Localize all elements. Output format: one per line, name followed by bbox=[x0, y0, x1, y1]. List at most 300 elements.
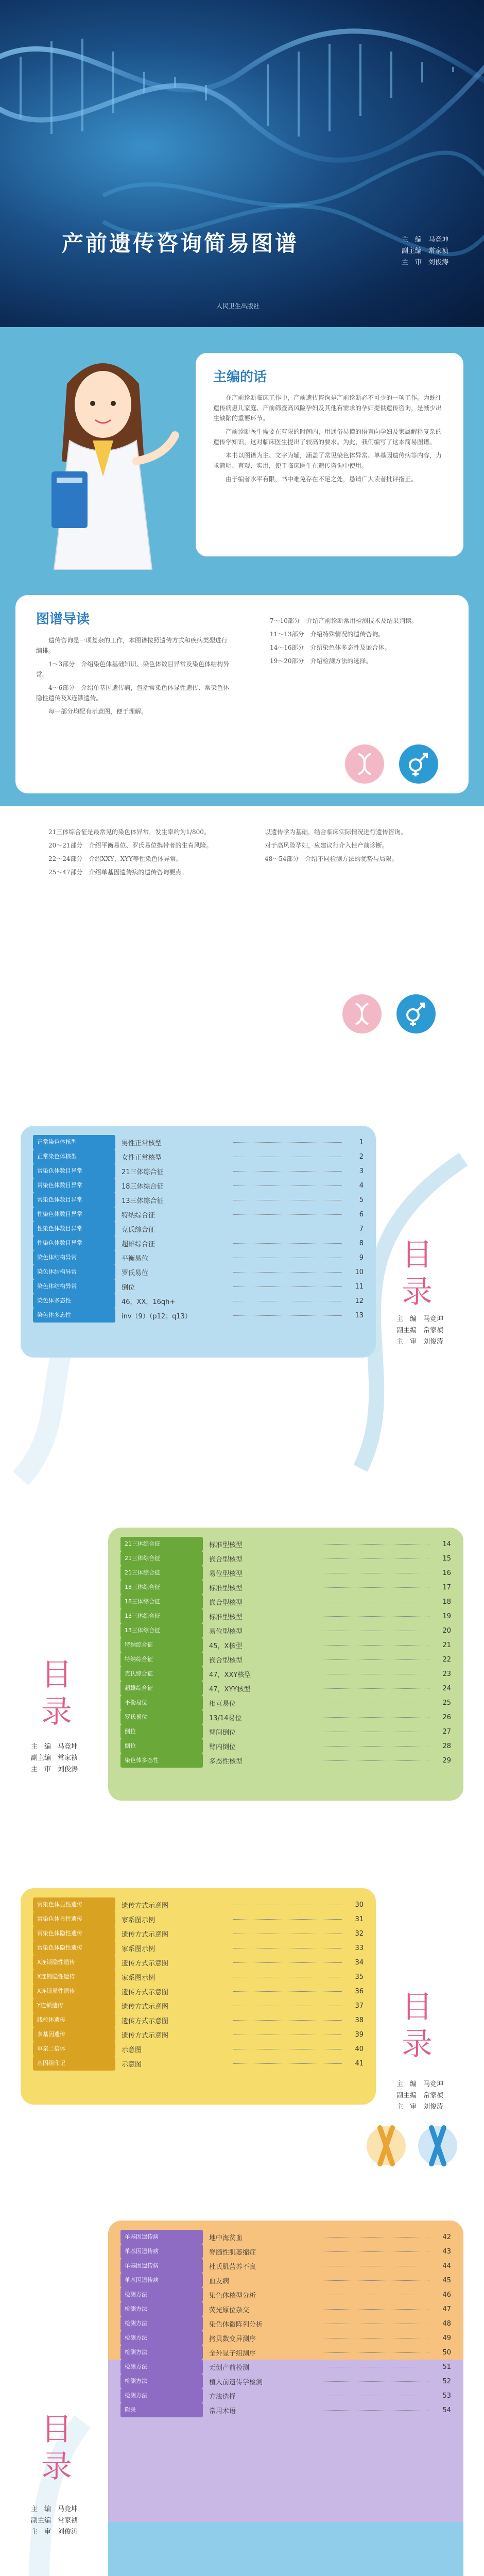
dna-helix-illustration bbox=[0, 0, 484, 327]
toc-leader-dots bbox=[321, 2381, 429, 2382]
cover-editor-line: 主 编 马竞坤 bbox=[402, 236, 449, 244]
toc-category-tag: 检测方法 bbox=[120, 2374, 203, 2388]
toc-category-tag: X连锁显性遗传 bbox=[33, 1984, 115, 1998]
toc-row[interactable] bbox=[33, 2056, 364, 2071]
guide-paragraph: 11～13部分 介绍特殊情况的遗传咨询。 bbox=[270, 631, 385, 638]
guide-title: 图谱导读 bbox=[36, 612, 90, 627]
toc-page-number: 23 bbox=[442, 1670, 451, 1678]
continued-right-column bbox=[252, 827, 448, 867]
toc-entry-title: 无创产前检测 bbox=[209, 2364, 250, 2372]
guide-paragraph: 14～16部分 介绍染色体多态性及嵌合体。 bbox=[270, 644, 391, 651]
toc-page-number: 43 bbox=[442, 2247, 451, 2256]
toc-rows bbox=[33, 1897, 364, 2071]
guide-card bbox=[15, 595, 469, 793]
cover-editors bbox=[402, 234, 448, 268]
toc-leader-dots bbox=[321, 1688, 429, 1689]
toc-row[interactable] bbox=[120, 2287, 451, 2302]
toc-row[interactable] bbox=[33, 1149, 364, 1164]
toc-page-number: 16 bbox=[442, 1569, 451, 1577]
toc-row[interactable] bbox=[120, 1638, 451, 1652]
toc-category-tag: 性染色体数目异常 bbox=[33, 1207, 115, 1222]
toc-leader-dots bbox=[233, 1214, 342, 1215]
toc-page-number: 46 bbox=[442, 2291, 451, 2299]
toc-category-tag: 正常染色体核型 bbox=[33, 1149, 115, 1164]
toc-entry-title: 嵌合型核型 bbox=[209, 1656, 243, 1665]
toc-category-tag: 21三体综合征 bbox=[120, 1537, 203, 1551]
toc-category-tag: 单基因遗传病 bbox=[120, 2273, 203, 2287]
toc-page-number: 1 bbox=[359, 1138, 364, 1146]
toc-row[interactable] bbox=[33, 1912, 364, 1926]
dna-badge-icon bbox=[345, 744, 384, 784]
toc-entry-title: 染色体微阵列分析 bbox=[209, 2320, 263, 2329]
toc-row[interactable] bbox=[33, 1135, 364, 1149]
toc-page-number: 21 bbox=[442, 1641, 451, 1649]
toc-entry-title: 地中海贫血 bbox=[209, 2234, 243, 2242]
toc-page-number: 7 bbox=[359, 1225, 364, 1233]
toc-roles bbox=[31, 1741, 78, 1775]
toc-category-tag: 常染色体隐性遗传 bbox=[33, 1926, 115, 1941]
toc-leader-dots bbox=[233, 1142, 342, 1143]
toc-row[interactable] bbox=[120, 1623, 451, 1638]
toc-block-3 bbox=[21, 1888, 376, 2105]
guide-section bbox=[0, 585, 484, 806]
toc-row[interactable] bbox=[120, 2273, 451, 2287]
toc-page-number: 39 bbox=[355, 2030, 364, 2039]
toc-category-tag: 21三体综合征 bbox=[120, 1551, 203, 1566]
toc-row[interactable] bbox=[33, 1207, 364, 1222]
dna-badge-icon bbox=[342, 994, 382, 1033]
toc-category-tag: 单基因遗传病 bbox=[120, 2230, 203, 2244]
toc-row[interactable] bbox=[33, 1897, 364, 1912]
toc-heading: 目录 bbox=[41, 2412, 72, 2485]
toc-category-tag: 超雄综合征 bbox=[120, 1681, 203, 1696]
toc-row[interactable] bbox=[120, 1595, 451, 1609]
toc-entry-title: 女性正常核型 bbox=[122, 1154, 162, 1162]
editor-words-title: 主编的话 bbox=[213, 369, 267, 385]
toc-entry-title: 47，XXY核型 bbox=[209, 1671, 251, 1679]
toc-rows bbox=[120, 1537, 451, 1768]
toc-row[interactable] bbox=[33, 1955, 364, 1970]
toc-entry-title: 45，X核型 bbox=[209, 1642, 243, 1650]
toc-entry-title: 倒位 bbox=[122, 1283, 135, 1292]
toc-role-line: 主 审 刘俊涛 bbox=[31, 1766, 78, 1773]
toc-entry-title: 遗传方式示意图 bbox=[122, 2003, 169, 2011]
continued-paragraph: 48～54部分 介绍不同检测方法的优势与局限。 bbox=[265, 855, 398, 862]
toc-entry-title: 示意图 bbox=[122, 2046, 142, 2054]
toc-page-number: 25 bbox=[442, 1699, 451, 1707]
guide-paragraph: 7～10部分 介绍产前诊断常用检测技术及结果判读。 bbox=[270, 617, 418, 624]
toc-entry-title: 家系图示例 bbox=[122, 1945, 155, 1953]
toc-entry-title: 嵌合型核型 bbox=[209, 1555, 243, 1564]
cover bbox=[0, 0, 484, 327]
toc-entry-title: 染色体核型分析 bbox=[209, 2292, 256, 2300]
editor-words-section bbox=[0, 327, 484, 585]
toc-row[interactable] bbox=[33, 1294, 364, 1308]
toc-page-number: 22 bbox=[442, 1655, 451, 1664]
toc-page-number: 2 bbox=[359, 1153, 364, 1161]
toc-entry-title: 易位型核型 bbox=[209, 1628, 243, 1636]
toc-page-number: 3 bbox=[359, 1167, 364, 1175]
toc-category-tag: 性染色体数目异常 bbox=[33, 1236, 115, 1250]
toc-page-number: 42 bbox=[442, 2233, 451, 2241]
toc-category-tag: 常染色体数目异常 bbox=[33, 1178, 115, 1193]
toc-category-tag: 常染色体显性遗传 bbox=[33, 1897, 115, 1912]
toc-row[interactable] bbox=[33, 1279, 364, 1294]
toc-page-number: 54 bbox=[442, 2406, 451, 2414]
toc-row[interactable] bbox=[120, 1566, 451, 1580]
gender-symbol-icon bbox=[396, 994, 436, 1033]
toc-page-number: 15 bbox=[442, 1554, 451, 1563]
toc-row[interactable] bbox=[33, 2027, 364, 2042]
toc-category-tag: 单基因遗传病 bbox=[120, 2259, 203, 2273]
chromosome-icon bbox=[366, 2112, 407, 2179]
toc-row[interactable] bbox=[33, 1941, 364, 1955]
toc-page-number: 20 bbox=[442, 1626, 451, 1635]
toc-page-number: 4 bbox=[359, 1181, 364, 1190]
toc-row[interactable] bbox=[120, 1667, 451, 1681]
toc-page-number: 12 bbox=[355, 1297, 364, 1305]
toc-entry-title: 13/14易位 bbox=[209, 1714, 242, 1722]
toc-page-number: 40 bbox=[355, 2045, 364, 2053]
editor-words-card bbox=[196, 353, 463, 556]
toc-entry-title: 全外显子组测序 bbox=[209, 2349, 256, 2358]
toc-entry-title: 罗氏易位 bbox=[122, 1269, 149, 1277]
toc-category-tag: 检测方法 bbox=[120, 2360, 203, 2374]
toc-leader-dots bbox=[233, 2020, 342, 2021]
toc-category-tag: 染色体结构异常 bbox=[33, 1250, 115, 1265]
toc-page-number: 51 bbox=[442, 2363, 451, 2371]
toc-entry-title: 标准型核型 bbox=[209, 1613, 243, 1621]
toc-leader-dots bbox=[321, 1587, 429, 1588]
toc-role-line: 副主编 常家祯 bbox=[31, 1754, 78, 1762]
toc-page-number: 44 bbox=[442, 2262, 451, 2270]
toc-entry-title: 47，XYY核型 bbox=[209, 1685, 251, 1693]
toc-block-4 bbox=[108, 2221, 463, 2576]
toc-row[interactable] bbox=[120, 1696, 451, 1710]
toc-leader-dots bbox=[321, 2251, 429, 2252]
toc-category-tag: 倒位 bbox=[120, 1724, 203, 1739]
continued-paragraph: 以遗传学为基础，结合临床实际情况进行遗传咨询。 bbox=[265, 828, 407, 836]
toc-page-number: 45 bbox=[442, 2276, 451, 2284]
toc-entry-title: 杜氏肌营养不良 bbox=[209, 2263, 256, 2271]
toc-entry-title: 血友病 bbox=[209, 2277, 230, 2285]
toc-row[interactable] bbox=[33, 1178, 364, 1193]
toc-page-number: 8 bbox=[359, 1239, 364, 1247]
cover-title: 产前遗传咨询简易图谱 bbox=[62, 231, 299, 256]
chromosome-icon bbox=[417, 2112, 458, 2179]
toc-roles bbox=[396, 1314, 443, 1348]
toc-row[interactable] bbox=[120, 1681, 451, 1696]
toc-entry-title: 家系图示例 bbox=[122, 1916, 155, 1924]
toc-leader-dots bbox=[321, 2352, 429, 2353]
toc-page-number: 52 bbox=[442, 2377, 451, 2385]
toc-leader-dots bbox=[233, 1272, 342, 1273]
continued-left-column bbox=[36, 827, 232, 880]
toc-row[interactable] bbox=[33, 1970, 364, 1984]
toc-role-line: 主 审 刘俊涛 bbox=[396, 1338, 444, 1346]
toc-entry-title: 13三体综合征 bbox=[122, 1197, 164, 1205]
toc-category-tag: 染色体多态性 bbox=[33, 1294, 115, 1308]
toc-page-number: 33 bbox=[355, 1944, 364, 1952]
toc-category-tag: 多基因遗传 bbox=[33, 2027, 115, 2042]
toc-entry-title: 遗传方式示意图 bbox=[122, 1988, 169, 1996]
toc-category-tag: 检测方法 bbox=[120, 2388, 203, 2403]
toc-entry-title: 易位型核型 bbox=[209, 1570, 243, 1578]
toc-leader-dots bbox=[321, 2280, 429, 2281]
toc-leader-dots bbox=[321, 1717, 429, 1718]
toc-entry-title: 荧光原位杂交 bbox=[209, 2306, 250, 2314]
toc-row[interactable] bbox=[120, 1710, 451, 1724]
toc-row[interactable] bbox=[33, 1926, 364, 1941]
toc-category-tag: 罗氏易位 bbox=[120, 1710, 203, 1724]
toc-heading: 目录 bbox=[402, 1237, 433, 1310]
toc-row[interactable] bbox=[120, 2374, 451, 2388]
toc-category-tag: 13三体综合征 bbox=[120, 1609, 203, 1623]
toc-row[interactable] bbox=[120, 1537, 451, 1551]
toc-leader-dots bbox=[321, 1558, 429, 1559]
toc-leader-dots bbox=[233, 1315, 342, 1316]
toc-category-tag: 特纳综合征 bbox=[120, 1652, 203, 1667]
toc-role-line: 主 审 刘俊涛 bbox=[396, 2103, 444, 2111]
gender-symbol-icon bbox=[399, 744, 438, 784]
continued-paragraph: 25～47部分 介绍单基因遗传病的遗传咨询要点。 bbox=[48, 869, 188, 876]
toc-row[interactable] bbox=[33, 1265, 364, 1279]
toc-row[interactable] bbox=[120, 2388, 451, 2403]
toc-row[interactable] bbox=[120, 2230, 451, 2244]
toc-category-tag: 性染色体数目异常 bbox=[33, 1222, 115, 1236]
toc-row[interactable] bbox=[33, 2042, 364, 2056]
toc-row[interactable] bbox=[33, 1164, 364, 1178]
toc-role-line: 主 编 马竞坤 bbox=[396, 1315, 444, 1323]
toc-page-number: 41 bbox=[355, 2059, 364, 2067]
toc-block-2 bbox=[108, 1528, 463, 1801]
toc-row[interactable] bbox=[120, 2345, 451, 2360]
toc-entry-title: 遗传方式示意图 bbox=[122, 1959, 169, 1968]
toc-page-number: 30 bbox=[355, 1901, 364, 1909]
toc-leader-dots bbox=[233, 2063, 342, 2064]
toc-page-number: 27 bbox=[442, 1727, 451, 1736]
toc-category-tag: 平衡易位 bbox=[120, 1696, 203, 1710]
toc-entry-title: 标准型核型 bbox=[209, 1541, 243, 1549]
toc-row[interactable] bbox=[120, 1753, 451, 1768]
toc-page-number: 9 bbox=[359, 1253, 364, 1262]
toc-page-number: 38 bbox=[355, 2016, 364, 2024]
toc-entry-title: 18三体综合征 bbox=[122, 1182, 164, 1191]
toc-row[interactable] bbox=[33, 1236, 364, 1250]
continued-paragraph: 20～21部分 介绍平衡易位、罗氏易位携带者的生育风险。 bbox=[48, 842, 213, 849]
toc-row[interactable] bbox=[33, 1193, 364, 1207]
toc-row[interactable] bbox=[33, 1998, 364, 2013]
toc-page-number: 34 bbox=[355, 1958, 364, 1967]
toc-block-1 bbox=[21, 1126, 376, 1358]
toc-row[interactable] bbox=[120, 2244, 451, 2259]
toc-category-tag: 正常染色体核型 bbox=[33, 1135, 115, 1149]
toc-page-number: 18 bbox=[442, 1598, 451, 1606]
toc-row[interactable] bbox=[33, 1250, 364, 1265]
cover-editor-line: 副主编 常家祯 bbox=[402, 247, 449, 255]
toc-leader-dots bbox=[233, 1185, 342, 1186]
toc-role-line: 主 编 马竞坤 bbox=[31, 2505, 78, 2513]
toc-category-tag: 单基因遗传病 bbox=[120, 2244, 203, 2259]
toc-leader-dots bbox=[321, 1645, 429, 1646]
toc-category-tag: 常染色体隐性遗传 bbox=[33, 1941, 115, 1955]
toc-page-number: 53 bbox=[442, 2392, 451, 2400]
toc-roles bbox=[396, 2079, 443, 2113]
toc-row[interactable] bbox=[120, 2316, 451, 2331]
toc-entry-title: 多态性核型 bbox=[209, 1757, 243, 1766]
toc-category-tag: X连锁隐性遗传 bbox=[33, 1970, 115, 1984]
toc-leader-dots bbox=[321, 1544, 429, 1545]
toc-page-number: 37 bbox=[355, 2002, 364, 2010]
toc-heading: 目录 bbox=[41, 1657, 72, 1730]
toc-row[interactable] bbox=[120, 1739, 451, 1753]
toc-category-tag: 克氏综合征 bbox=[120, 1667, 203, 1681]
toc-category-tag: 染色体多态性 bbox=[33, 1308, 115, 1323]
toc-row[interactable] bbox=[33, 2013, 364, 2027]
toc-entry-title: 家系图示例 bbox=[122, 1974, 155, 1982]
toc-leader-dots bbox=[321, 1659, 429, 1660]
toc-entry-title: 示意图 bbox=[122, 2060, 142, 2069]
toc-category-tag: 染色体结构异常 bbox=[33, 1279, 115, 1294]
toc-entry-title: 臂间倒位 bbox=[209, 1728, 236, 1737]
toc-category-tag: X连锁隐性遗传 bbox=[33, 1955, 115, 1970]
toc-entry-title: 遗传方式示意图 bbox=[122, 2017, 169, 2025]
guide-paragraph: 19～20部分 介绍检测方法的选择。 bbox=[270, 657, 372, 665]
toc-category-tag: 检测方法 bbox=[120, 2345, 203, 2360]
toc-category-tag: 检测方法 bbox=[120, 2287, 203, 2302]
toc-row[interactable] bbox=[120, 1652, 451, 1667]
toc-category-tag: 单亲二倍体 bbox=[33, 2042, 115, 2056]
toc-row[interactable] bbox=[120, 2360, 451, 2374]
toc-entry-title: 46，XX，16qh+ bbox=[122, 1298, 176, 1306]
toc-page-number: 24 bbox=[442, 1684, 451, 1692]
toc-leader-dots bbox=[233, 1919, 342, 1920]
toc-row[interactable] bbox=[33, 1984, 364, 1998]
toc-role-line: 主 审 刘俊涛 bbox=[31, 2528, 78, 2536]
toc-row[interactable] bbox=[120, 1580, 451, 1595]
toc-category-tag: 18三体综合征 bbox=[120, 1580, 203, 1595]
toc-row[interactable] bbox=[120, 2403, 451, 2417]
toc-leader-dots bbox=[233, 1962, 342, 1963]
toc-category-tag: 13三体综合征 bbox=[120, 1623, 203, 1638]
toc-row[interactable] bbox=[120, 1724, 451, 1739]
guide-left-column bbox=[36, 635, 232, 720]
toc-category-tag: 附录 bbox=[120, 2403, 203, 2417]
toc-role-line: 副主编 常家祯 bbox=[396, 2092, 444, 2099]
toc-page-number: 31 bbox=[355, 1915, 364, 1923]
toc-page-number: 29 bbox=[442, 1756, 451, 1765]
toc-entry-title: 标准型核型 bbox=[209, 1584, 243, 1592]
toc-page-number: 17 bbox=[442, 1583, 451, 1591]
toc-page-number: 36 bbox=[355, 1987, 364, 1995]
toc-entry-title: 相互易位 bbox=[209, 1700, 236, 1708]
guide-continued-section bbox=[0, 806, 484, 1108]
toc-entry-title: 方法选择 bbox=[209, 2393, 236, 2401]
toc-page-number: 35 bbox=[355, 1973, 364, 1981]
toc-rows bbox=[33, 1135, 364, 1323]
toc-entry-title: 植入前遗传学检测 bbox=[209, 2378, 263, 2386]
toc-page-number: 32 bbox=[355, 1929, 364, 1938]
toc-page-number: 28 bbox=[442, 1742, 451, 1750]
toc-entry-title: 遗传方式示意图 bbox=[122, 2031, 169, 2040]
toc-role-line: 主 编 马竞坤 bbox=[396, 2080, 444, 2088]
toc-entry-title: 脊髓性肌萎缩症 bbox=[209, 2248, 256, 2257]
toc-leader-dots bbox=[321, 1746, 429, 1747]
toc-category-tag: 检测方法 bbox=[120, 2316, 203, 2331]
cover-publisher: 人民卫生出版社 bbox=[216, 302, 260, 310]
toc-leader-dots bbox=[321, 2309, 429, 2310]
toc-entry-title: 常用术语 bbox=[209, 2407, 236, 2415]
toc-leader-dots bbox=[321, 2410, 429, 2411]
toc-category-tag: 检测方法 bbox=[120, 2302, 203, 2316]
guide-paragraph: 4～6部分 介绍单基因遗传病，包括常染色体显性遗传、常染色体隐性遗传及X连锁遗传。 bbox=[36, 684, 230, 702]
toc-entry-title: inv（9）（p12；q13） bbox=[122, 1312, 192, 1320]
toc-leader-dots bbox=[233, 1243, 342, 1244]
guide-paragraph: 每一部分均配有示意图，便于理解。 bbox=[48, 708, 148, 715]
continued-paragraph: 对于高风险孕妇，应建议行介入性产前诊断。 bbox=[265, 842, 389, 849]
toc-category-tag: 染色体结构异常 bbox=[33, 1265, 115, 1279]
toc-leader-dots bbox=[321, 1616, 429, 1617]
toc-row[interactable] bbox=[120, 2331, 451, 2345]
continued-paragraph: 22～24部分 介绍XXY、XYY等性染色体异常。 bbox=[48, 855, 182, 862]
toc-row[interactable] bbox=[120, 1609, 451, 1623]
toc-entry-title: 超雄综合征 bbox=[122, 1240, 155, 1248]
toc-category-tag: 线粒体遗传 bbox=[33, 2013, 115, 2027]
toc-category-tag: 特纳综合征 bbox=[120, 1638, 203, 1652]
toc-entry-title: 遗传方式示意图 bbox=[122, 1902, 169, 1910]
toc-category-tag: 常染色体显性遗传 bbox=[33, 1912, 115, 1926]
editor-words-paragraph: 由于编者水平有限，书中难免存在不足之处，恳请广大读者批评指正。 bbox=[226, 476, 418, 483]
toc-page-number: 11 bbox=[355, 1282, 364, 1291]
toc-entry-title: 特纳综合征 bbox=[122, 1211, 155, 1219]
toc-leader-dots bbox=[233, 1171, 342, 1172]
toc-category-tag: 染色体多态性 bbox=[120, 1753, 203, 1768]
toc-role-line: 副主编 常家祯 bbox=[31, 2517, 78, 2524]
toc-entry-title: 克氏综合征 bbox=[122, 1226, 155, 1234]
toc-leader-dots bbox=[321, 2237, 429, 2238]
toc-row[interactable] bbox=[33, 1222, 364, 1236]
toc-row[interactable] bbox=[120, 2302, 451, 2316]
cover-editor-line: 主 审 刘俊涛 bbox=[402, 259, 449, 266]
doctor-illustration bbox=[21, 343, 185, 574]
toc-entry-title: 遗传方式示意图 bbox=[122, 1930, 169, 1939]
editor-words-paragraph: 在产前诊断临床工作中，产前遗传咨询是产前诊断必不可少的一项工作。为既往遗传病患儿家庭、产前筛查高风险孕妇及其他有需求的孕妇提供遗传咨询，是减少出生缺陷的重要环节。 bbox=[213, 394, 442, 422]
toc-page-number: 50 bbox=[442, 2348, 451, 2357]
toc-page-number: 10 bbox=[355, 1268, 364, 1276]
toc-roles bbox=[31, 2504, 78, 2538]
toc-heading: 目录 bbox=[402, 1989, 433, 2062]
toc-row[interactable] bbox=[120, 1551, 451, 1566]
toc-category-tag: 常染色体数目异常 bbox=[33, 1164, 115, 1178]
toc-row[interactable] bbox=[33, 1308, 364, 1323]
toc-category-tag: 21三体综合征 bbox=[120, 1566, 203, 1580]
toc-category-tag: 常染色体数目异常 bbox=[33, 1193, 115, 1207]
toc-page-number: 47 bbox=[442, 2305, 451, 2313]
toc-row[interactable] bbox=[120, 2259, 451, 2273]
toc-category-tag: 基因组印记 bbox=[33, 2056, 115, 2071]
toc-leader-dots bbox=[233, 1991, 342, 1992]
toc-page-number: 6 bbox=[359, 1210, 364, 1218]
toc-entry-title: 拷贝数变异测序 bbox=[209, 2335, 256, 2343]
toc-page-number: 49 bbox=[442, 2334, 451, 2342]
toc-entry-title: 男性正常核型 bbox=[122, 1139, 162, 1147]
guide-paragraph: 1～3部分 介绍染色体基础知识、染色体数目异常及染色体结构异常。 bbox=[36, 660, 230, 678]
toc-leader-dots bbox=[233, 1286, 342, 1287]
toc-entry-title: 臂内倒位 bbox=[209, 1743, 236, 1751]
continued-paragraph: 21三体综合征是最常见的染色体异常，发生率约为1/800。 bbox=[48, 828, 210, 836]
toc-entry-title: 嵌合型核型 bbox=[209, 1599, 243, 1607]
toc-category-tag: 检测方法 bbox=[120, 2331, 203, 2345]
